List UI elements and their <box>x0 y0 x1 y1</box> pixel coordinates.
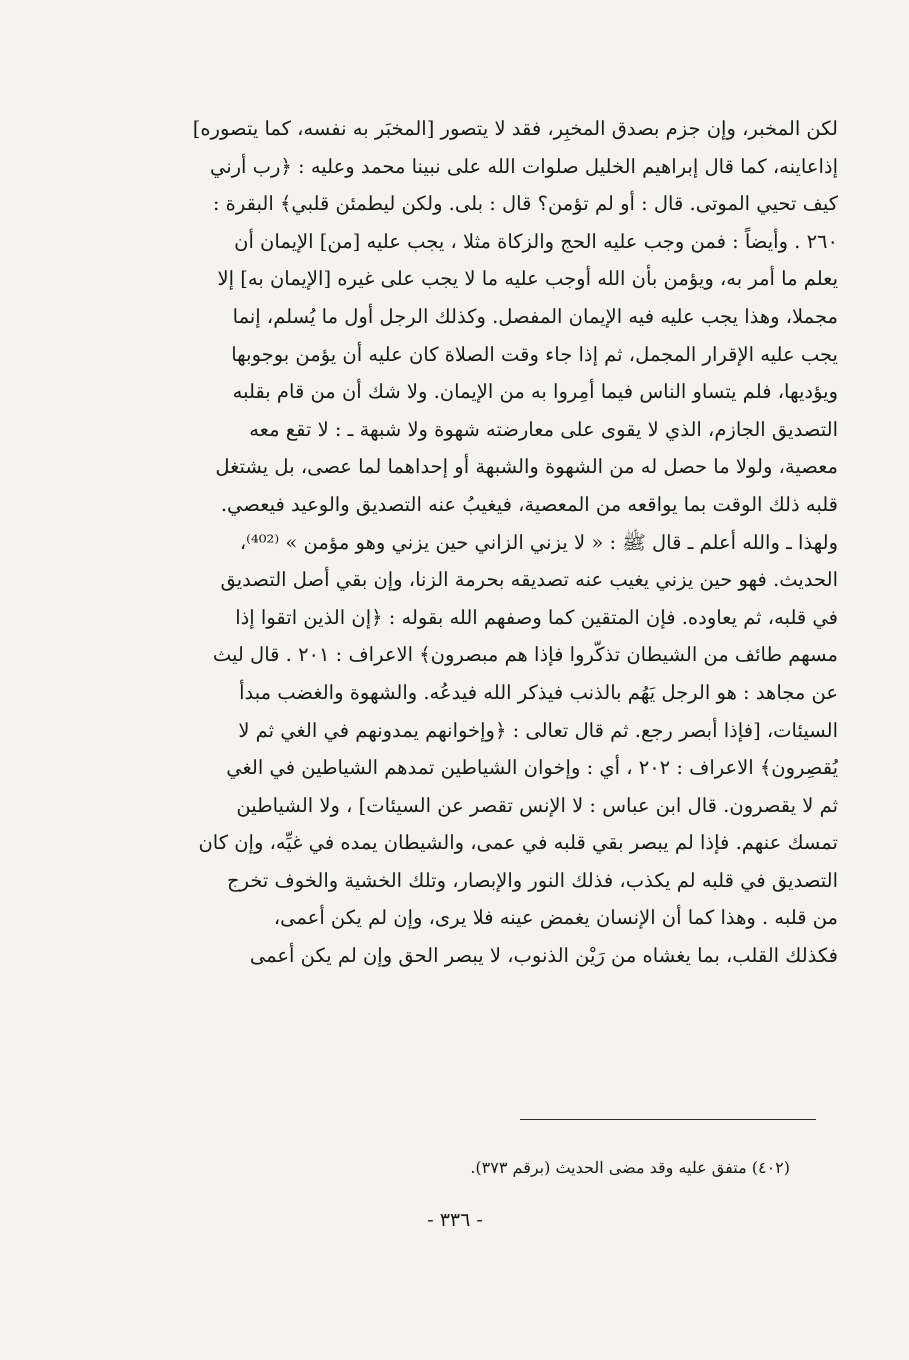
text-line: إذاعاينه، كما قال إبراهيم الخليل صلوات الله على نبينا محمد وعليه : ﴿رب أرني <box>209 154 838 178</box>
text-line: لكن المخبر، وإن جزم بصدق المخبِر، فقد لا يتصور [المخبَر به نفسه، كما يتصوره] <box>192 117 838 140</box>
text-line: تمسك عنهم. فإذا لم يبصر بقي قلبه في عمى، والشيطان يمده في غيِّه، وإن كان <box>198 831 838 855</box>
text-line: السيئات، [فإذا أبصر رجع. ثم قال تعالى : ﴿وإخوانهم يمدونهم في الغي ثم لا <box>238 718 838 742</box>
text-line: ويؤديها، فلم يتساو الناس فيما أمِروا به من الإيمان. ولا شك أن من قام بقلبه <box>232 380 838 404</box>
text-line: مجملا، وهذا يجب عليه فيه الإيمان المفصل. وكذلك الرجل أول ما يُسلم، إنما <box>232 304 838 328</box>
text-line: يعلم ما أمر به، ويؤمن بأن الله أوجب عليه ما لا يجب على غيره [الإيمان به] إلا <box>217 267 838 291</box>
text-line: التصديق الجازم، الذي لا يقوى على معارضته شهوة ولا شبهة ـ : لا تقع معه <box>249 417 838 441</box>
text-line: التصديق في قلبه لم يكذب، فذلك النور والإبصار، وتلك الخشية والخوف تخرج <box>227 868 838 892</box>
footnote: (٤٠٢) متفق عليه وقد مضى الحديث (برقم ٣٧٣). <box>470 1158 790 1177</box>
page-number: - ٣٣٦ - <box>427 1209 483 1231</box>
text-line: يجب عليه الإقرار المجمل، ثم إذا جاء وقت الصلاة كان عليه أن يؤمن بوجوبها <box>231 342 838 366</box>
text-line: مسهم طائف من الشيطان تذكّروا فإذا هم مبصرون﴾ الاعراف : ٢٠١ . قال ليث <box>212 643 838 667</box>
text-line: عن مجاهد : هو الرجل يَهُم بالذنب فيذكر الله فيدعُه. والشهوة والغضب مبدأ <box>239 680 838 704</box>
text-line: من قلبه . وهذا كما أن الإنسان يغمض عينه فلا يرى، وإن لم يكن أعمى، <box>273 906 838 930</box>
text-line: فكذلك القلب، بما يغشاه من رَيْن الذنوب، لا يبصر الحق وإن لم يكن أعمى <box>249 944 838 968</box>
footnote-divider <box>520 1119 816 1120</box>
text-line: ولهذا ـ والله أعلم ـ قال ﷺ : « لا يزني الزاني حين يزني وهو مؤمن » ⁽⁴⁰²⁾، <box>239 530 838 554</box>
text-line: يُقصِرون﴾ الاعراف : ٢٠٢ ، أي : وإخوان الشياطين تمدهم الشياطين في الغي <box>226 756 838 780</box>
main-text <box>118 110 838 975</box>
text-line: ٢٦٠ . وأيضاً : فمن وجب عليه الحج والزكاة مثلا ، يجب عليه [من] الإيمان أن <box>234 229 838 253</box>
text-line: كيف تحيي الموتى. قال : أو لم تؤمن؟ قال : بلى. ولكن ليطمئن قلبي﴾ البقرة : <box>212 192 838 216</box>
text-line: الحديث. فهو حين يزني يغيب عنه تصديقه بحرمة الزنا، وإن بقي أصل التصديق <box>220 568 838 592</box>
text-line: قلبه ذلك الوقت بما يواقعه من المعصية، فيغيبُ عنه التصديق والوعيد فيعصي. <box>220 492 838 516</box>
text-line: في قلبه، ثم يعاوده. فإن المتقين كما وصفهم الله بقوله : ﴿إن الذين اتقوا إذا <box>235 605 838 629</box>
text-line: معصية، ولولا ما حصل له من الشهوة والشبهة أو إحداهما لما عصى، بل يشتغل <box>215 455 838 479</box>
text-line: ثم لا يقصرون. قال ابن عباس : لا الإنس تقصر عن السيئات] ، ولا الشياطين <box>236 793 838 817</box>
